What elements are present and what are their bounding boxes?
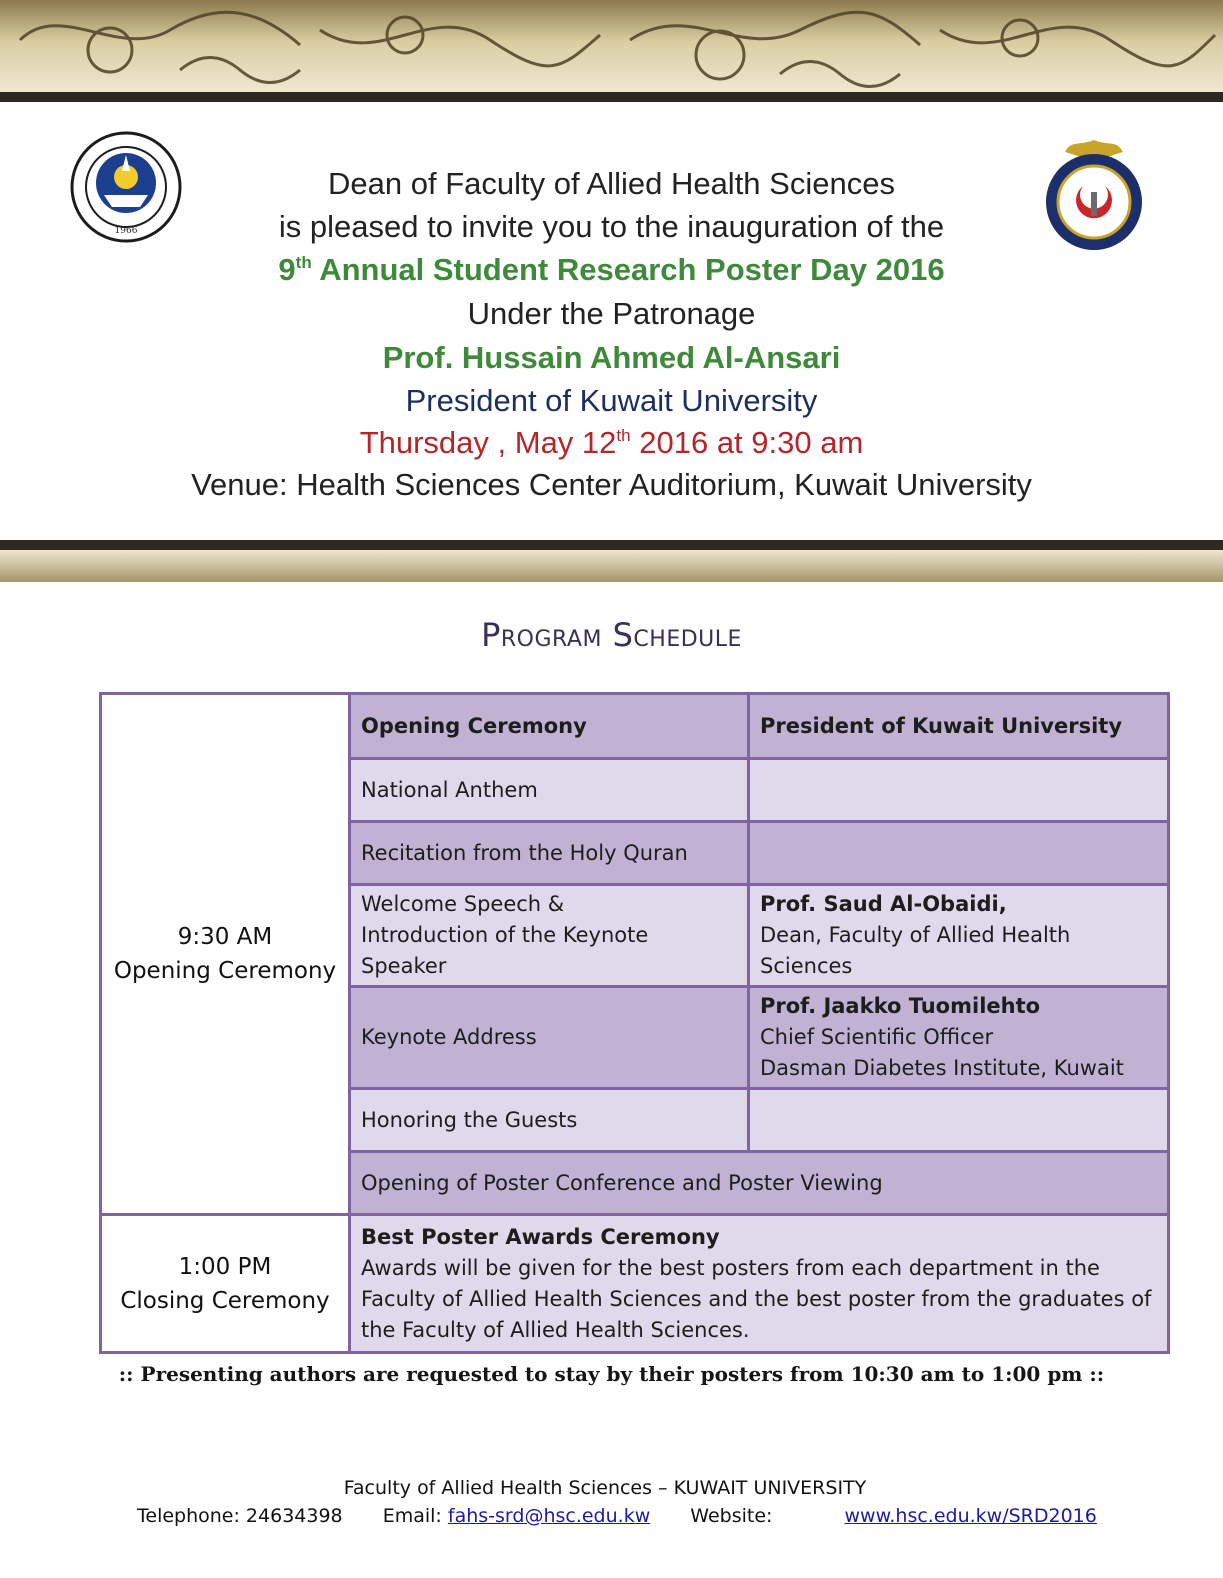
invitation-banner	[0, 0, 1223, 582]
ornament-border-bottom	[0, 540, 1223, 582]
invitation-patron-name: Prof. Hussain Ahmed Al-Ansari	[382, 340, 841, 375]
schedule-person: Prof. Saud Al-Obaidi, Dean, Faculty of Allied Health Sciences	[749, 885, 1169, 987]
opening-time-cell	[101, 694, 350, 1215]
closing-time-cell	[101, 1215, 350, 1353]
schedule-person	[749, 822, 1169, 885]
footer-faculty-name: Faculty of Allied Health Sciences – KUWAIT UNIVERSITY	[343, 1477, 867, 1499]
invitation-line-invite: is pleased to invite you to the inauguration of the	[278, 209, 945, 244]
schedule-item: National Anthem	[350, 759, 749, 822]
footer-website-link[interactable]: www.hsc.edu.kw/SRD2016	[844, 1505, 1097, 1527]
program-schedule-table	[99, 692, 1170, 1354]
footer-email-label: Email:	[382, 1505, 442, 1527]
invitation-date: Thursday , May 12th 2016 at 9:30 am	[359, 425, 864, 460]
closing-time: 1:00 PM	[178, 1253, 272, 1280]
footer-telephone: Telephone: 24634398	[137, 1505, 343, 1527]
schedule-person	[749, 759, 1169, 822]
schedule-item: Recitation from the Holy Quran	[350, 822, 749, 885]
invitation-line-dean: Dean of Faculty of Allied Health Sciences	[328, 166, 895, 201]
svg-text:1966: 1966	[114, 226, 138, 236]
program-schedule-title: Program Schedule	[481, 616, 742, 654]
invitation-line-patronage: Under the Patronage	[467, 296, 756, 331]
invitation-venue: Venue: Health Sciences Center Auditorium, Kuwait University	[191, 467, 1032, 502]
schedule-item: Welcome Speech & Introduction of the Keynote Speaker	[350, 885, 749, 987]
table-row	[101, 694, 1169, 759]
closing-title: Best Poster Awards Ceremony	[361, 1224, 720, 1249]
schedule-person	[749, 1089, 1169, 1152]
schedule-person: Prof. Jaakko Tuomilehto Chief Scientific Officer Dasman Diabetes Institute, Kuwait	[749, 987, 1169, 1089]
footer-website-label: Website:	[690, 1505, 773, 1527]
footer-contact	[137, 1505, 1097, 1527]
ornament-border-top	[0, 0, 1223, 102]
presenter-notice: :: Presenting authors are requested to stay by their posters from 10:30 am to 1:00 pm ::	[118, 1362, 1105, 1386]
schedule-item: Opening of Poster Conference and Poster Viewing	[350, 1152, 1169, 1215]
footer-email-link[interactable]: fahs-srd@hsc.edu.kw	[447, 1505, 651, 1527]
schedule-person: President of Kuwait University	[749, 694, 1169, 759]
opening-label: Opening Ceremony	[113, 958, 337, 984]
table-row	[101, 1215, 1169, 1353]
invitation-patron-title: President of Kuwait University	[405, 383, 818, 418]
opening-time: 9:30 AM	[177, 924, 273, 950]
closing-text: Awards will be given for the best posters from each department in the Faculty of Allied Health Sciences and the best poster from the graduates of the Faculty of Allied Health Sciences.	[361, 1255, 1152, 1342]
schedule-item: Keynote Address	[350, 987, 749, 1089]
closing-description-cell	[350, 1215, 1169, 1353]
schedule-item: Honoring the Guests	[350, 1089, 749, 1152]
schedule-item: Opening Ceremony	[350, 694, 749, 759]
invitation-event-title: 9th Annual Student Research Poster Day 2016	[278, 252, 945, 287]
closing-label: Closing Ceremony	[120, 1287, 330, 1314]
